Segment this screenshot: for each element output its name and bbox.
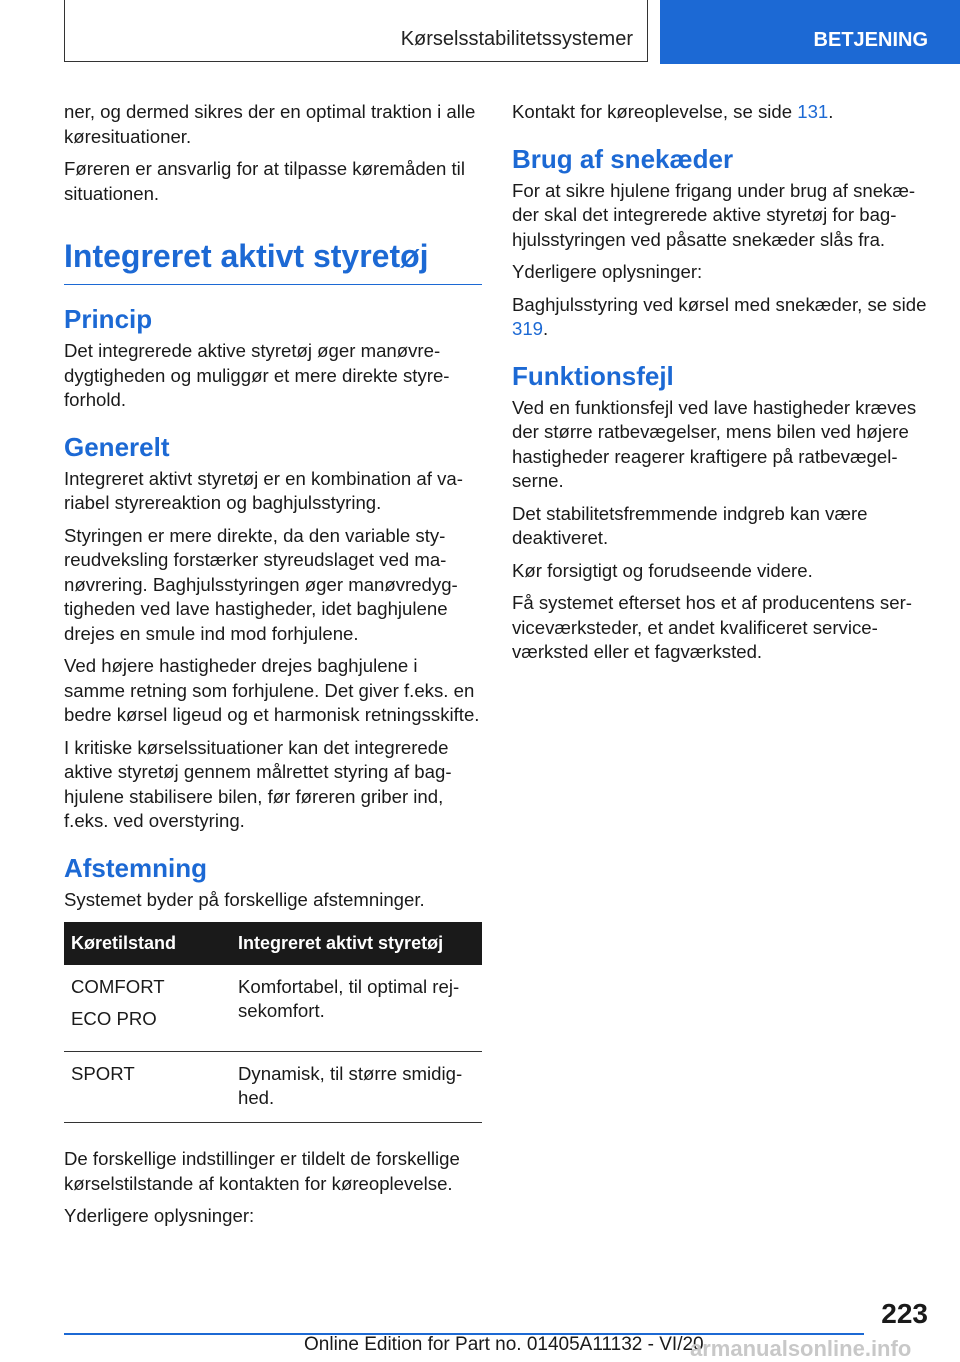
- chapter-heading: Integreret aktivt styretøj: [64, 236, 482, 285]
- paragraph: De forskellige indstillinger er tildelt de forskellige kørselstilstande af kontakten for køreoplevelse.: [64, 1148, 460, 1194]
- table-header-mode: Køretilstand: [64, 922, 231, 965]
- section-heading-princip: Princip: [64, 304, 153, 334]
- section-heading-snekaeder: Brug af snekæder: [512, 143, 734, 174]
- table-header-row: [64, 922, 482, 965]
- table-cell-description: Komfortabel, til optimal rejsekomfort.: [231, 965, 482, 1052]
- paragraph: Det stabilitetsfremmende indgreb kan være deaktiveret.: [512, 502, 868, 548]
- page-link-131[interactable]: 131: [797, 101, 829, 122]
- mode-label: ECO PRO: [71, 1008, 157, 1029]
- paragraph: Integreret aktivt styretøj er en kombination af variabel styrereaktion og baghjulsstyring.: [64, 467, 463, 513]
- table-row: [64, 1052, 482, 1123]
- paragraph: ner, og dermed sikres der en optimal traktion i alle køresituationer.: [64, 101, 476, 147]
- chapter-tab-label: BETJENING: [813, 29, 928, 51]
- paragraph: I kritiske kørselssituationer kan det integrerede aktive styretøj gennem målrettet styring af baghjulene stabilisere bilen, før føreren griber ind, f.eks. ved overstyring.: [64, 736, 452, 831]
- left-column: [64, 100, 482, 1237]
- paragraph-text: Baghjulsstyring ved kørsel med snekæder, se side: [512, 293, 927, 315]
- chapter-tab[interactable]: [660, 0, 960, 64]
- paragraph: Ved højere hastigheder drejes baghjulene i samme retning som forhjulene. Det giver f.eks. en bedre kørsel ligeud og et harmonisk retningsskifte.: [64, 655, 480, 725]
- mode-label: SPORT: [71, 1063, 135, 1084]
- paragraph-with-link: Baghjulsstyring ved kørsel med snekæder, se side 319.: [512, 293, 927, 339]
- right-column: [512, 100, 928, 673]
- section-heading-funktionsfejl: Funktionsfejl: [512, 360, 674, 391]
- paragraph: Få systemet efterset hos et af producentens serviceværksteder, et andet kvalificeret serviceværksted eller et fagværksted.: [512, 592, 912, 662]
- table-header-steering: Integreret aktivt styretøj: [231, 922, 482, 965]
- section-heading-generelt: Generelt: [64, 431, 170, 462]
- paragraph: Kør forsigtigt og forudseende videre.: [512, 559, 813, 581]
- paragraph: Det integrerede aktive styretøj øger manøvredygtigheden og muliggør et mere direkte styreforhold.: [64, 340, 450, 410]
- paragraph: Systemet byder på forskellige afstemninger.: [64, 888, 425, 910]
- paragraph: Yderligere oplysninger:: [64, 1205, 255, 1226]
- page-header: [0, 0, 960, 66]
- table-row: [64, 965, 482, 1052]
- paragraph: Yderligere oplysninger:: [512, 261, 703, 282]
- watermark: armanualsonline.info: [690, 1336, 912, 1361]
- page-link-319[interactable]: 319: [512, 318, 544, 339]
- section-title: Kørselsstabilitetssystemer: [400, 28, 633, 50]
- mode-label: COMFORT: [71, 976, 165, 997]
- table-cell-mode: [64, 1052, 231, 1123]
- paragraph: Styringen er mere direkte, da den variable styreudveksling forstærker styreudslaget ved manøvrering. Baghjulsstyringen øger manøvredygtigheden ved lave hastigheder, idet baghjulene drejes en smule ind mod forhjulene.: [64, 524, 458, 644]
- paragraph: For at sikre hjulene frigang under brug af snekæder skal det integrerede aktive styretøj for baghjulsstyringen ved påsatte snekæder slås fra.: [512, 179, 916, 250]
- table-cell-description: Dynamisk, til større smidighed.: [231, 1052, 482, 1123]
- section-title-box: [64, 0, 648, 62]
- table-cell-mode: [64, 965, 231, 1052]
- paragraph: Ved en funktionsfejl ved lave hastigheder kræves der større ratbevægelser, mens bilen ved højere hastigheder reagerer kraftigere på ratbevægelserne.: [512, 396, 917, 491]
- modes-table: [64, 922, 482, 1123]
- paragraph-with-link: Kontakt for køreoplevelse, se side 131.: [512, 101, 834, 122]
- paragraph-text: Kontakt for køreoplevelse, se side: [512, 101, 798, 122]
- page-number: 223: [881, 1298, 928, 1329]
- edition-text: Online Edition for Part no. 01405A11132 - VI/20: [304, 1334, 704, 1355]
- paragraph: Føreren er ansvarlig for at tilpasse køremåden til situationen.: [64, 158, 465, 204]
- section-heading-afstemning: Afstemning: [64, 852, 207, 883]
